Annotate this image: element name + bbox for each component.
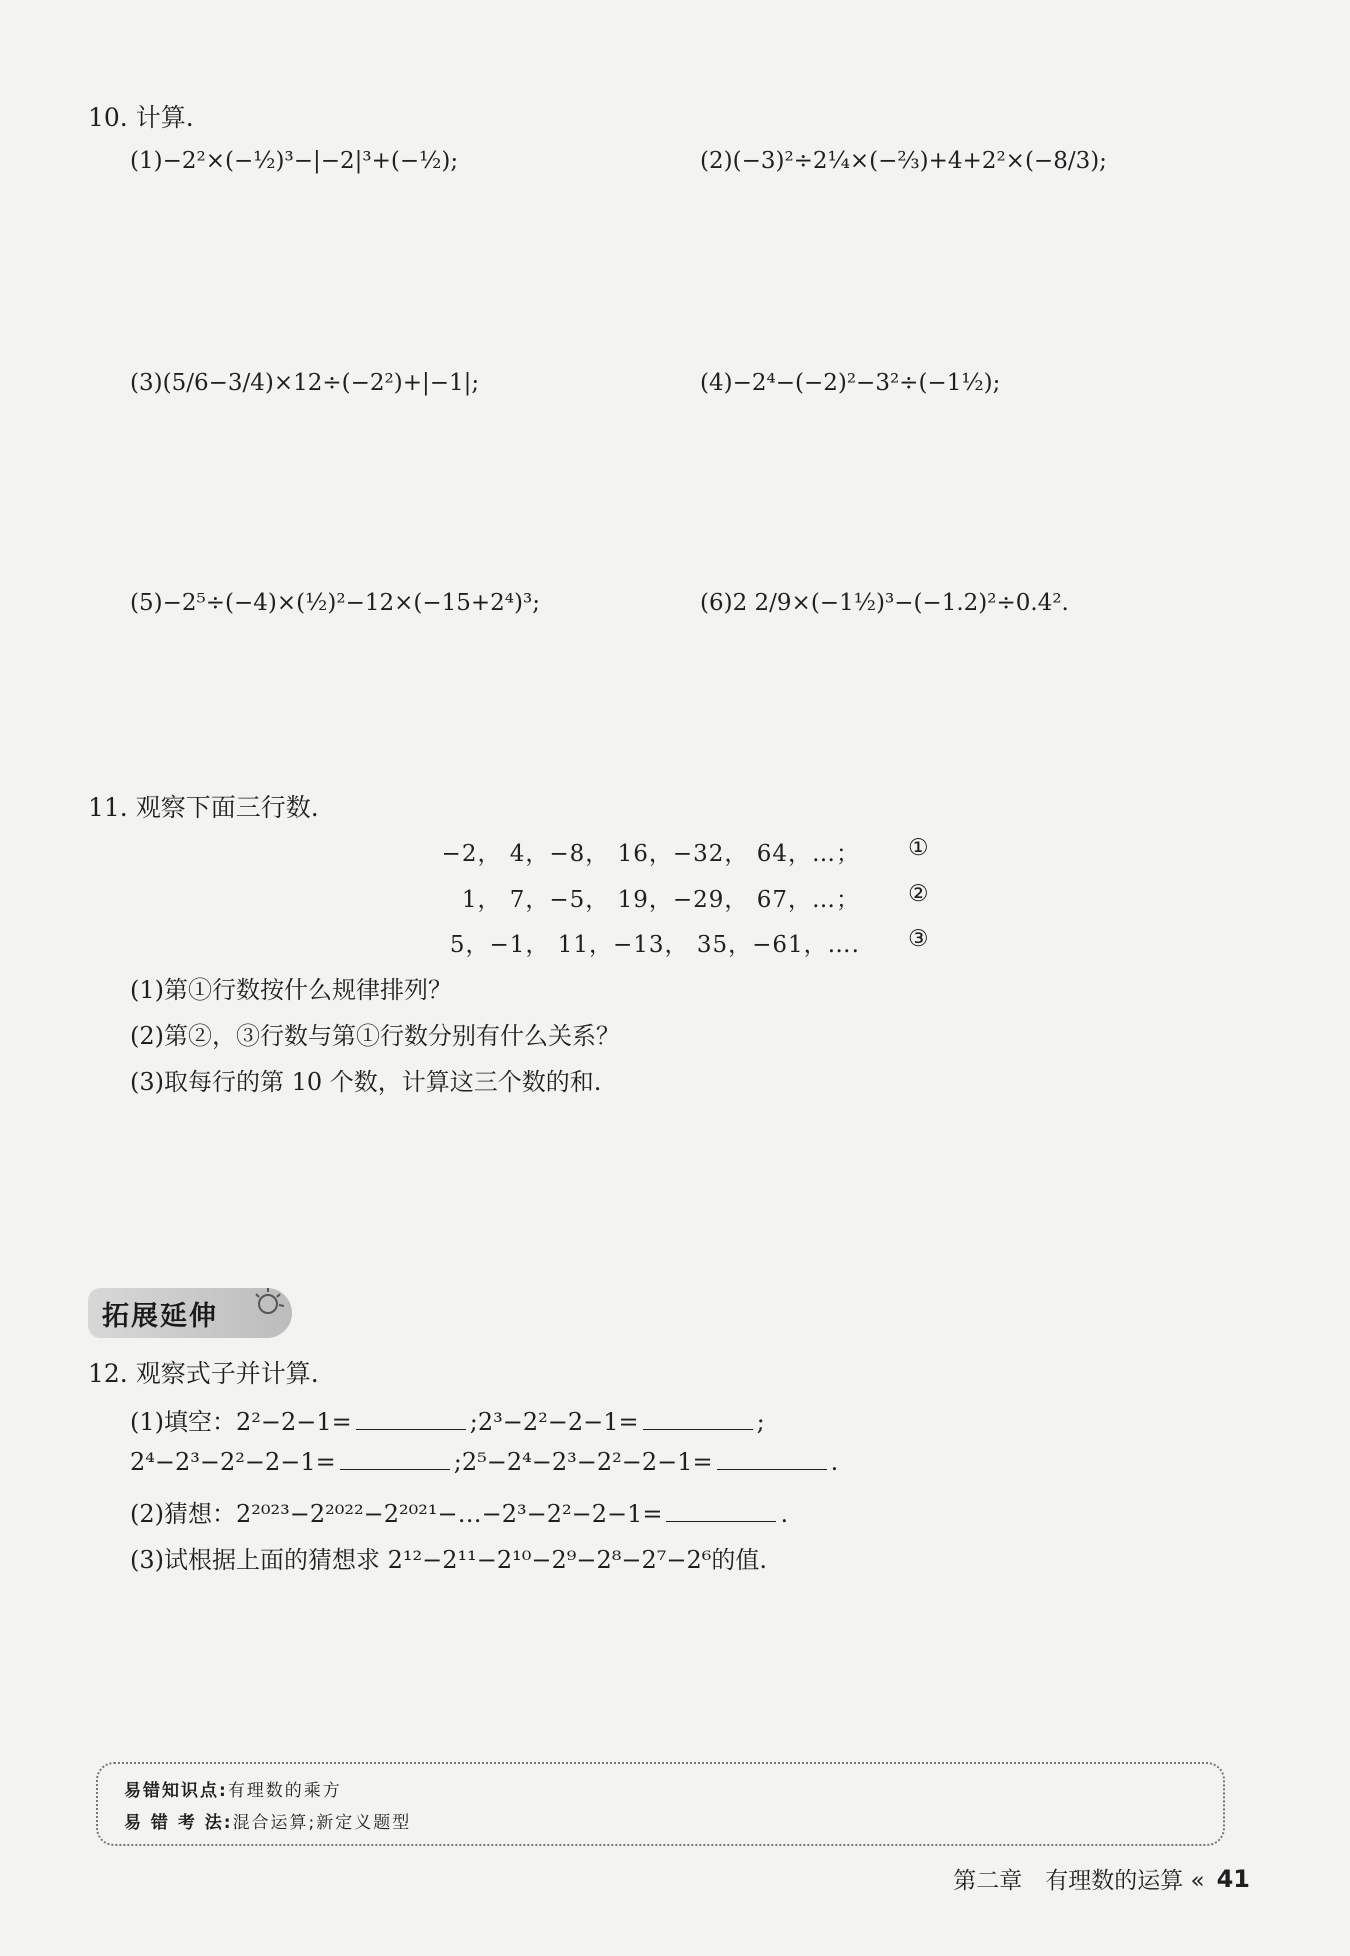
q10-problem-3 — [130, 370, 479, 396]
q11-row-2 — [420, 881, 929, 914]
q11-sub-3: (3)取每行的第 10 个数，计算这三个数的和. — [130, 1068, 602, 1096]
q12-line-2: 2⁴−2³−2²−2−1= ;2⁵−2⁴−2³−2²−2−1= . — [130, 1448, 839, 1476]
error-notes-box — [96, 1762, 1225, 1846]
q11-row-2-values: 1， 7，−5， 19，−29， 67，…； — [461, 887, 860, 913]
q12-line2-expr-b: 2⁵−2⁴−2³−2²−2−1= — [461, 1448, 713, 1476]
extension-banner-label: 拓展延伸 — [102, 1300, 218, 1332]
lightbulb-icon — [248, 1284, 288, 1324]
note-key-2: 易 错 考 法: — [124, 1813, 233, 1833]
q12-line3-expr: (2)猜想：2²⁰²³−2²⁰²²−2²⁰²¹−…−2³−2²−2−1= — [130, 1500, 663, 1528]
q10-p5-label: (5) — [130, 590, 163, 616]
q11-sub-1: (1)第①行数按什么规律排列？ — [130, 976, 452, 1004]
q10-p3-label: (3) — [130, 370, 163, 396]
q10-p2-expr: (−3)²÷2¼×(−⅔)+4+2²×(−8/3); — [732, 148, 1107, 174]
q12-blank-2[interactable] — [643, 1409, 753, 1430]
q12-line-1: (1)填空：2²−2−1= ;2³−2²−2−1= ; — [130, 1408, 765, 1436]
note-line-1 — [124, 1776, 342, 1801]
q12-line1-prefix: (1)填空： — [130, 1408, 236, 1436]
q12-blank-5[interactable] — [666, 1501, 776, 1522]
q10-p1-expr: −2²×(−½)³−|−2|³+(−½); — [162, 148, 459, 174]
q12-line-3: (2)猜想：2²⁰²³−2²⁰²²−2²⁰²¹−…−2³−2²−2−1= . — [130, 1500, 789, 1528]
q10-p3-expr: (5/6−3/4)×12÷(−2²)+|−1|; — [162, 370, 480, 396]
q10-p4-label: (4) — [700, 370, 733, 396]
q10-p2-label: (2) — [700, 148, 733, 174]
q10-p1-label: (1) — [130, 148, 163, 174]
q10-problem-2 — [700, 148, 1107, 174]
page-footer — [953, 1862, 1250, 1895]
note-value-1: 有理数的乘方 — [227, 1781, 342, 1801]
q11-row-1-values: −2， 4，−8， 16，−32， 64，…； — [441, 841, 860, 867]
q12-line2-expr-a: 2⁴−2³−2²−2−1= — [130, 1448, 336, 1476]
q10-title: 10. 计算. — [88, 103, 194, 132]
q10-p5-expr: −2⁵÷(−4)×(½)²−12×(−15+2⁴)³; — [162, 590, 540, 616]
note-key-1: 易错知识点: — [124, 1781, 228, 1801]
q11-row-3-values: 5，−1， 11，−13， 35，−61，…. — [449, 932, 860, 958]
chapter-title: 第二章 有理数的运算 « — [953, 1868, 1205, 1894]
note-value-2: 混合运算;新定义题型 — [232, 1813, 412, 1833]
q10-p6-label: (6) — [700, 590, 733, 616]
q11-row-1 — [420, 835, 929, 868]
q10-problem-6 — [700, 590, 1069, 616]
note-line-2 — [124, 1808, 411, 1833]
q12-line1-expr-b: 2³−2²−2−1= — [477, 1408, 639, 1436]
q11-row-1-mark: ① — [908, 835, 929, 861]
q12-blank-3[interactable] — [340, 1449, 450, 1470]
q12-title: 12. 观察式子并计算. — [88, 1359, 319, 1388]
q10-problem-1 — [130, 148, 458, 174]
q10-problem-5 — [130, 590, 540, 616]
q11-title: 11. 观察下面三行数. — [88, 793, 319, 822]
q12-blank-1[interactable] — [356, 1409, 466, 1430]
q10-p6-expr: 2 2/9×(−1½)³−(−1.2)²÷0.4². — [732, 590, 1069, 616]
q11-row-2-mark: ② — [908, 881, 929, 907]
q11-row-3-mark: ③ — [908, 926, 929, 952]
q11-row-3 — [420, 926, 929, 959]
q12-blank-4[interactable] — [717, 1449, 827, 1470]
page-number: 41 — [1216, 1864, 1250, 1893]
q12-line-4: (3)试根据上面的猜想求 2¹²−2¹¹−2¹⁰−2⁹−2⁸−2⁷−2⁶的值. — [130, 1546, 768, 1574]
q10-p4-expr: −2⁴−(−2)²−3²÷(−1½); — [732, 370, 1001, 396]
q11-sub-2: (2)第②，③行数与第①行数分别有什么关系？ — [130, 1022, 620, 1050]
q10-problem-4 — [700, 370, 1000, 396]
q12-line1-expr-a: 2²−2−1= — [236, 1408, 352, 1436]
